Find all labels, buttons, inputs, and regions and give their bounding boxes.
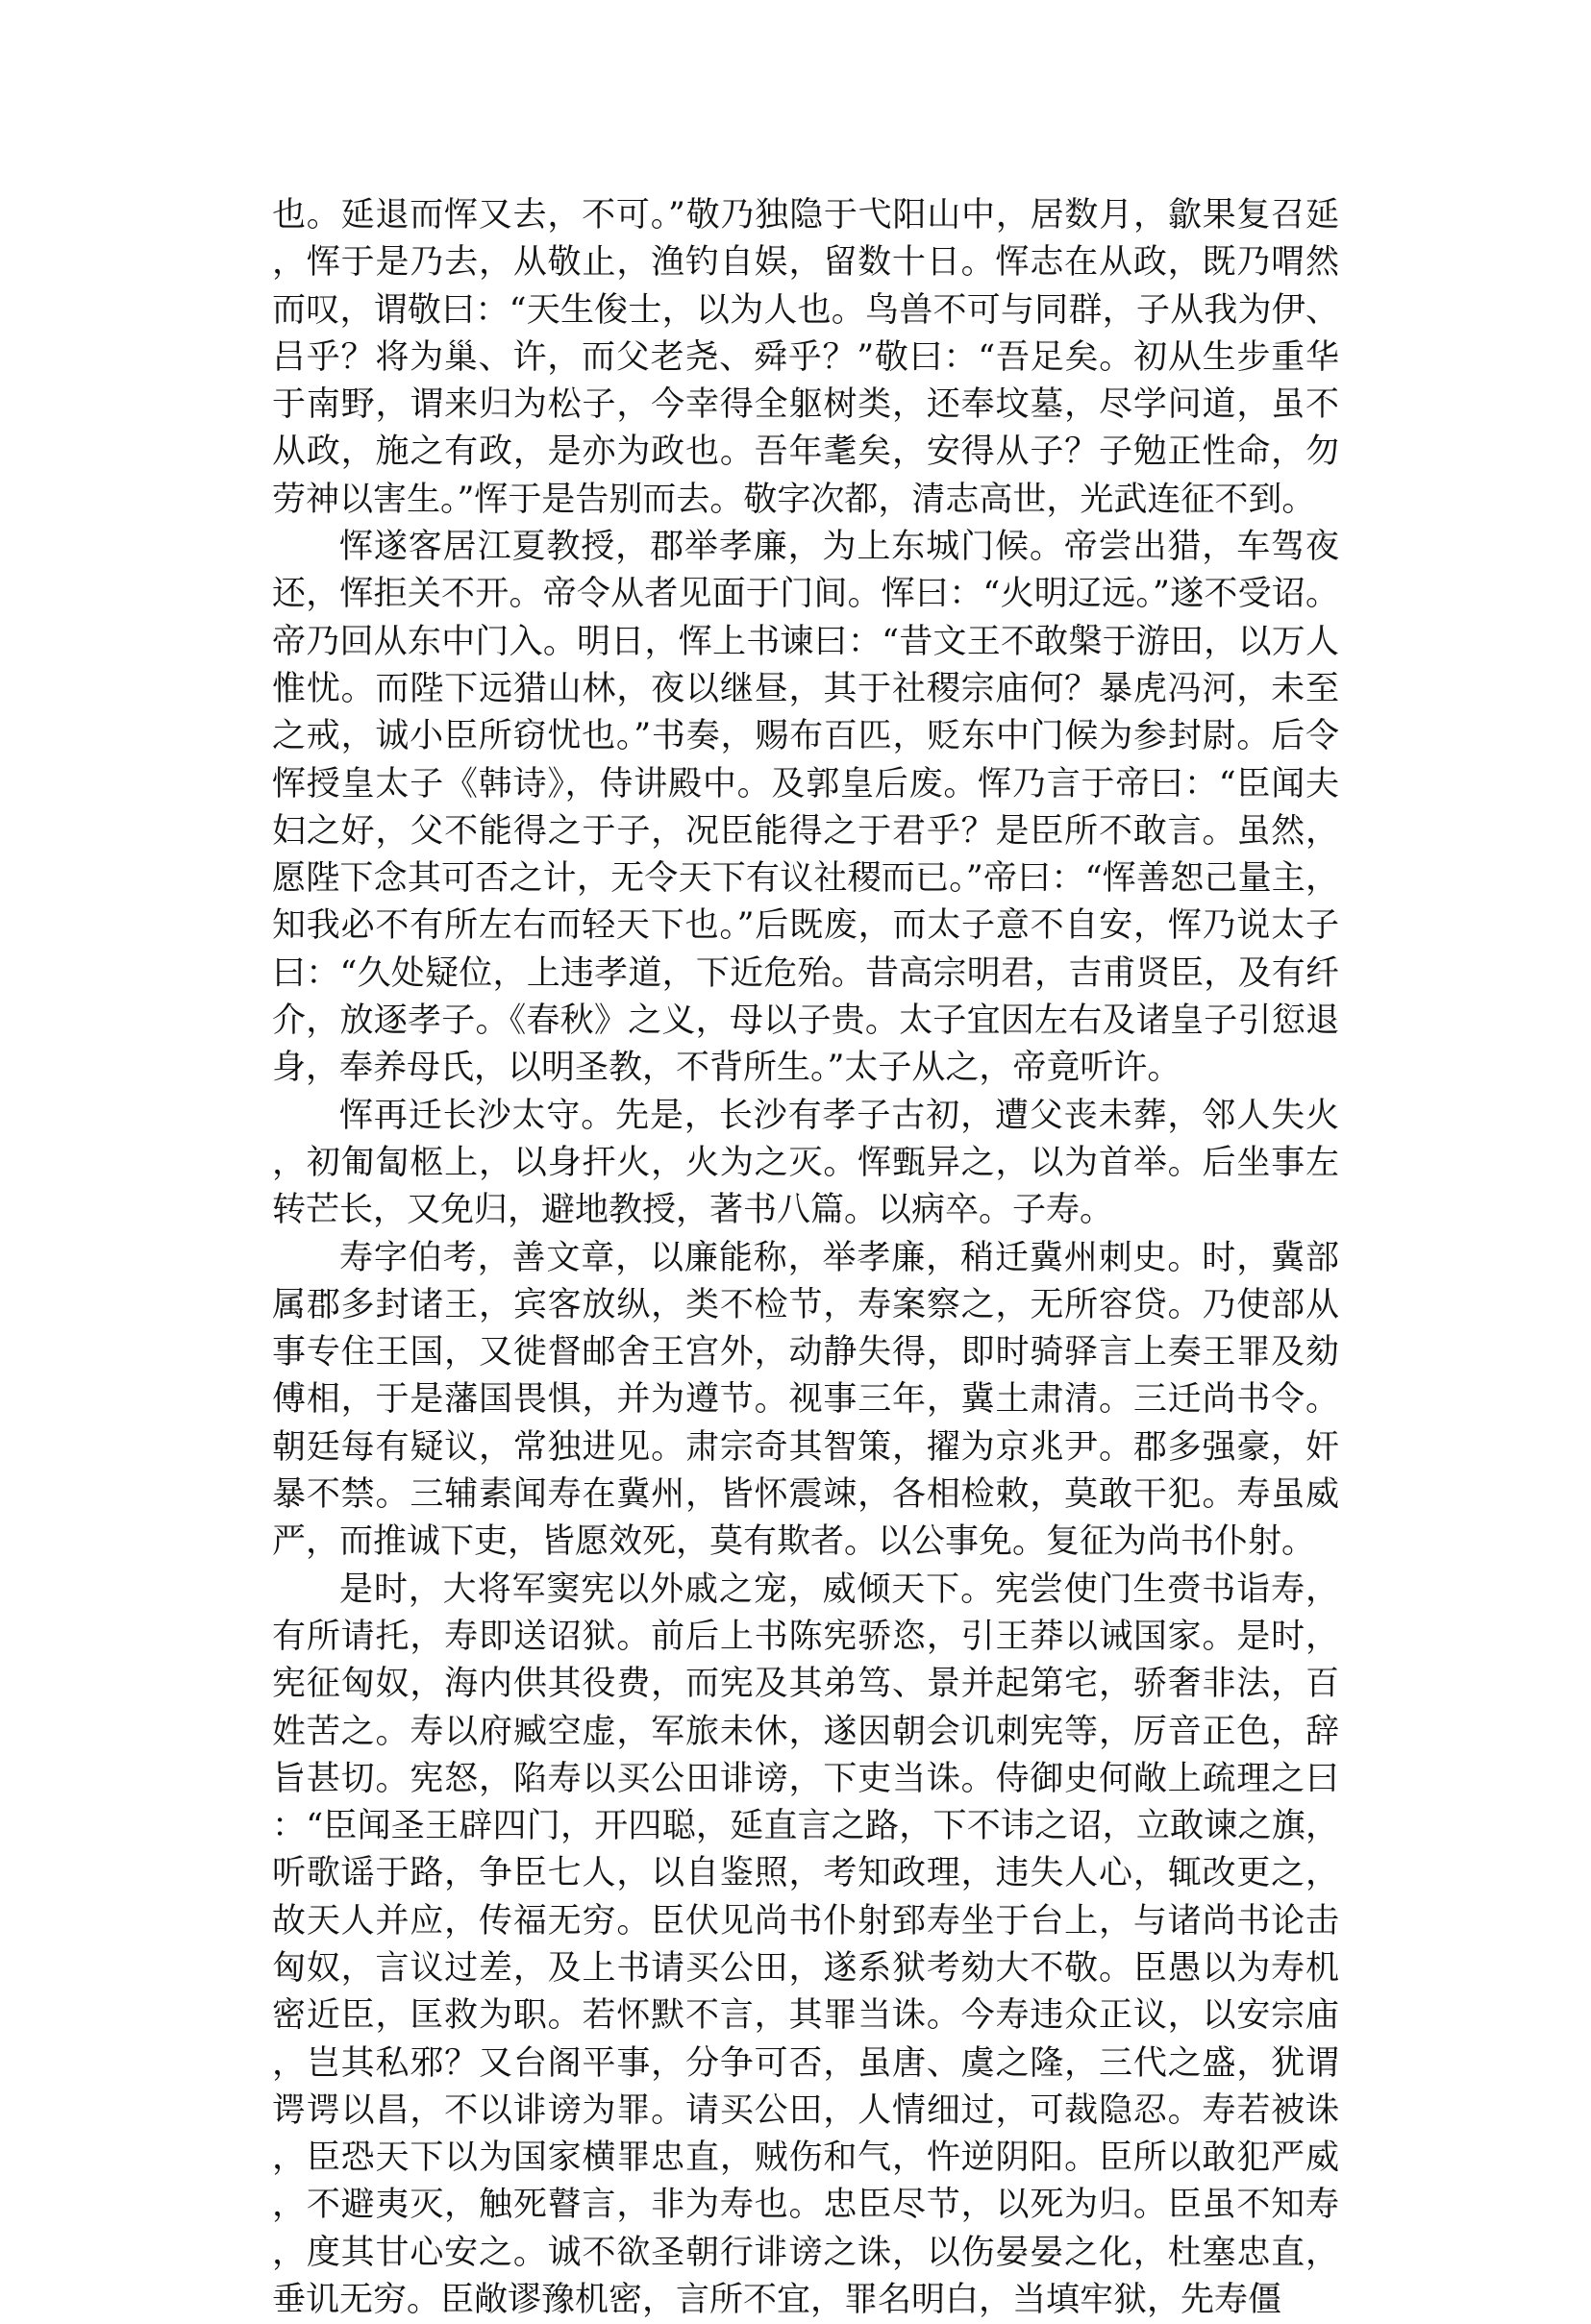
paragraph-5: 是时，大将军窦宪以外戚之宠，威倾天下。宪尝使门生赍书诣寿，有所请托，寿即送诏狱。前后上书陈宪骄恣，引王莽以诫国家。是时，宪征匈奴，海内供其役费，而宪及其弟笃、景并起第宅，骄奢非法，百姓苦之。寿以府臧空虚，军旅未休，遂因朝会讥刺宪等，厉音正色，辞旨甚切。宪怒，陷寿以买公田诽谤，下吏当诛。侍御史何敞上疏理之曰：“臣闻圣王辟四门，开四聪，延直言之路，下不讳之诏，立敢谏之旗，听歌谣于路，争臣七人，以自鉴照，考知政理，违失人心，辄改更之，故天人并应，传福无穷。臣伏见尚书仆射郅寿坐于台上，与诸尚书论击匈奴，言议过差，及上书请买公田，遂系狱考劾大不敬。臣愚以为寿机密近臣，匡救为职。若怀默不言，其罪当诛。今寿违众正议，以安宗庙，岂其私邪？又台阁平事，分争可否，虽唐、虞之隆，三代之盛，犹谓谔谔以昌，不以诽谤为罪。请买公田，人情细过，可裁隐忍。寿若被诛，臣恐天下以为国家横罪忠直，贼伤和气，忤逆阴阳。臣所以敢犯严威，不避夷灭，触死瞽言，非为寿也。忠臣尽节，以死为归。臣虽不知寿，度其甘心安之。诚不欲圣朝行诽谤之诛，以伤晏晏之化，杜塞忠直，垂讥无穷。臣敞谬豫机密，言所不宜，罪名明白，当填牢狱，先寿僵 — [272, 1570, 1339, 2320]
paragraph-3: 恽再迁长沙太守。先是，长沙有孝子古初，遭父丧未葬，邻人失火，初匍匐柩上，以身扞火，火为之灭。恽甄异之，以为首举。后坐事左转芒长，又免归，避地教授，著书八篇。以病卒。子寿。 — [272, 1096, 1339, 1230]
paragraph-2: 恽遂客居江夏教授，郡举孝廉，为上东城门候。帝尝出猎，车驾夜还，恽拒关不开。帝令从者见面于门间。恽曰：“火明辽远。”遂不受诏。帝乃回从东中门入。明日，恽上书谏曰：“昔文王不敢槃于游田，以万人惟忧。而陛下远猎山林，夜以继昼，其于社稷宗庙何？暴虎冯河，未至之戒，诚小臣所窃忧也。”书奏，赐布百匹，贬东中门候为参封尉。后令恽授皇太子《韩诗》，侍讲殿中。及郭皇后废。恽乃言于帝曰：“臣闻夫妇之好，父不能得之于子，况臣能得之于君乎？是臣所不敢言。虽然，愿陛下念其可否之计，无令天下有议社稷而已。”帝曰：“恽善恕己量主，知我必不有所左右而轻天下也。”后既废，而太子意不自安，恽乃说太子曰：“久处疑位，上违孝道，下近危殆。昔高宗明君，吉甫贤臣，及有纤介，放逐孝子。《春秋》之义，母以子贵。太子宜因左右及诸皇子引愆退身，奉养母氏，以明圣教，不背所生。”太子从之，帝竟听许。 — [272, 528, 1339, 1088]
paragraph-4: 寿字伯考，善文章，以廉能称，举孝廉，稍迁冀州刺史。时，冀部属郡多封诸王，宾客放纵，类不检节，寿案察之，无所容贷。乃使部从事专住王国，又徙督邮舍王宫外，动静失得，即时骑驿言上奏王罪及劾傅相，于是藩国畏惧，并为遵节。视事三年，冀土肃清。三迁尚书令。朝廷每有疑议，常独进见。肃宗奇其智策，擢为京兆尹。郡多强豪，奸暴不禁。三辅素闻寿在冀州，皆怀震竦，各相检敕，莫敢干犯。寿虽威严，而推诚下吏，皆愿效死，莫有欺者。以公事免。复征为尚书仆射。 — [272, 1238, 1339, 1562]
document-page — [272, 192, 1339, 2324]
paragraph-1: 也。延退而恽又去，不可。”敬乃独隐于弋阳山中，居数月，歙果复召延，恽于是乃去，从敬止，渔钓自娱，留数十日。恽志在从政，既乃喟然而叹，谓敬曰：“天生俊士，以为人也。鸟兽不可与同群，子从我为伊、吕乎？将为巢、许，而父老尧、舜乎？”敬曰：“吾足矣。初从生步重华于南野，谓来归为松子，今幸得全躯树类，还奉坟墓，尽学问道，虽不从政，施之有政，是亦为政也。吾年耄矣，安得从子？子勉正性命，勿劳神以害生。”恽于是告别而去。敬字次都，清志高世，光武连征不到。 — [272, 196, 1339, 519]
